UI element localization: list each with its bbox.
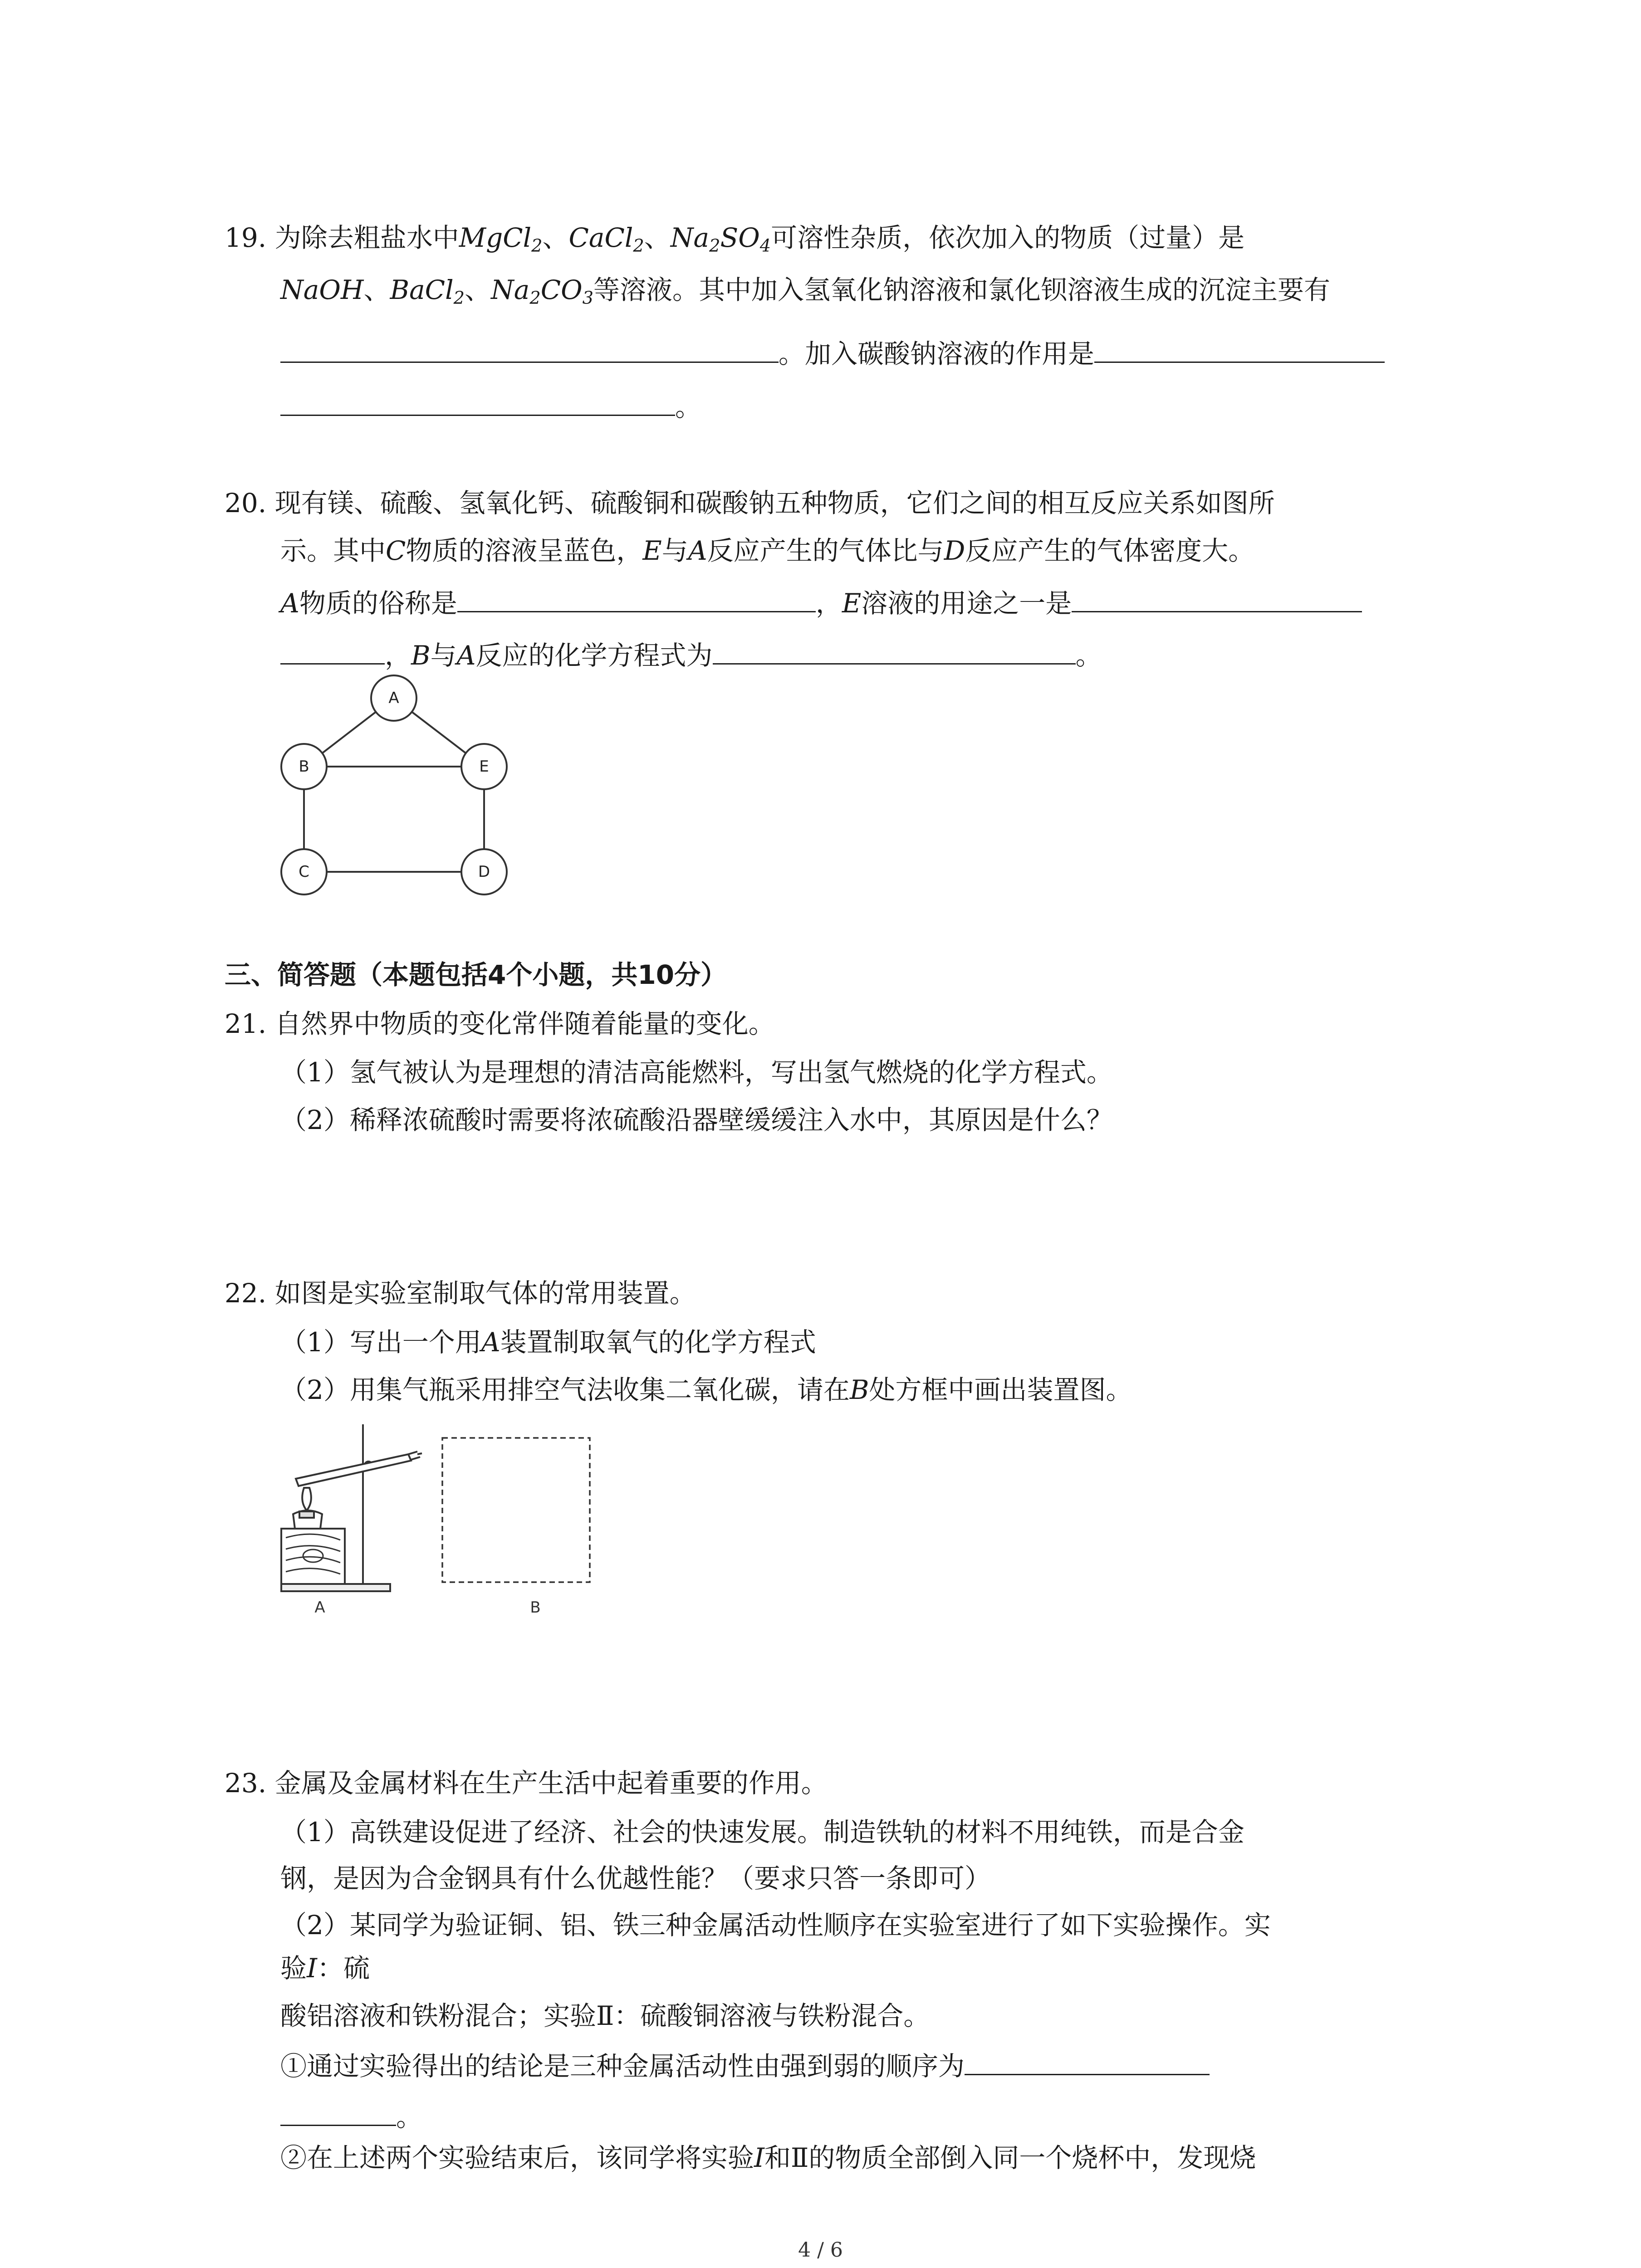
apparatus-a — [281, 1424, 422, 1591]
q23-part2-line3: 酸铝溶液和铁粉混合；实验Ⅱ：硫酸铜溶液与铁粉混合。 — [280, 2000, 930, 2031]
q19-text: 等溶液。其中加入氢氧化钠溶液和氯化钡溶液生成的沉淀主要有 — [593, 274, 1331, 305]
node-b-label: B — [299, 758, 309, 776]
q22-part1: （1）写出一个用A装置制取氧气的化学方程式 — [280, 1327, 816, 1358]
q20-line4: ，B与A反应的化学方程式为 。 — [280, 640, 1102, 669]
q19-line4: 。 — [280, 391, 701, 420]
answer-blank[interactable] — [713, 640, 1076, 665]
q20-line2: 示。其中C物质的溶液呈蓝色，E与A反应产生的气体比与D反应产生的气体密度大。 — [280, 535, 1255, 566]
q23-part1-line1: （1）高铁建设促进了经济、社会的快速发展。制造铁轨的材料不用纯铁，而是合金 — [280, 1817, 1244, 1848]
node-a-label: A — [388, 689, 399, 707]
formula-na2so4: $Na_2SO_4$ — [670, 222, 771, 256]
q19-number: 19. — [225, 222, 267, 253]
formula-naoh: NaOH — [280, 274, 364, 305]
answer-blank[interactable] — [280, 2101, 396, 2126]
formula-na2co3: $Na_2CO_3$ — [491, 274, 593, 308]
q20-line1: 20. 现有镁、硫酸、氢氧化钙、硫酸铜和碳酸钠五种物质，它们之间的相互反应关系如图所 — [225, 488, 1275, 518]
answer-blank[interactable] — [1072, 587, 1362, 612]
q21-number: 21. — [225, 1008, 267, 1039]
label-b: B — [530, 1598, 541, 1617]
q19-text: 可溶性杂质，依次加入的物质（过量）是 — [771, 222, 1245, 253]
q23-part1-line2: 钢，是因为合金钢具有什么优越性能？（要求只答一条即可） — [280, 1863, 991, 1894]
q21-line1: 21. 自然界中物质的变化常伴随着能量的变化。 — [225, 1008, 775, 1039]
section-heading: 三、简答题（本题包括4个小题，共10分） — [225, 959, 727, 990]
answer-blank[interactable] — [1094, 338, 1385, 363]
q23-part2-line2: 验I：硫 — [280, 1953, 370, 1984]
q22-number: 22. — [225, 1278, 267, 1309]
q21-part2: （2）稀释浓硫酸时需要将浓硫酸沿器壁缓缓注入水中，其原因是什么？ — [280, 1105, 1113, 1135]
apparatus-b-box — [442, 1438, 590, 1582]
q22-line1: 22. 如图是实验室制取气体的常用装置。 — [225, 1278, 696, 1309]
q21-part1: （1）氢气被认为是理想的清洁高能燃料，写出氢气燃烧的化学方程式。 — [280, 1057, 1113, 1088]
q23-number: 23. — [225, 1768, 267, 1799]
answer-blank[interactable] — [280, 391, 675, 416]
q19-line3: 。加入碳酸钠溶液的作用是 — [280, 338, 1385, 367]
q20-relation-diagram — [272, 671, 517, 907]
formula-cacl2: CaCl$_2$ — [568, 222, 644, 256]
q23-sub1: ①通过实验得出的结论是三种金属活动性由强到弱的顺序为 — [280, 2050, 1210, 2079]
node-c-label: C — [299, 863, 309, 881]
node-d-label: D — [478, 863, 490, 881]
q23-part2-line1: （2）某同学为验证铜、铝、铁三种金属活动性顺序在实验室进行了如下实验操作。实 — [280, 1910, 1271, 1941]
q23-line1: 23. 金属及金属材料在生产生活中起着重要的作用。 — [225, 1768, 828, 1799]
q19-line2: NaOH、BaCl$_2$、$Na_2CO_3$等溶液。其中加入氢氧化钠溶液和氯化钡溶液生成的沉淀主要有 — [280, 274, 1331, 308]
page-number: 4 / 6 — [798, 2239, 843, 2262]
q23-sub2: ②在上述两个实验结束后，该同学将实验I和Ⅱ的物质全部倒入同一个烧杯中，发现烧 — [280, 2142, 1256, 2173]
q19-text: 为除去粗盐水中 — [274, 222, 459, 253]
answer-blank[interactable] — [280, 338, 779, 363]
label-a: A — [314, 1598, 325, 1617]
answer-blank[interactable] — [457, 587, 816, 612]
q22-apparatus-figure — [272, 1411, 617, 1628]
answer-blank[interactable] — [280, 640, 385, 665]
node-e-label: E — [479, 758, 489, 776]
q23-sub1-end: 。 — [280, 2101, 422, 2130]
formula-mgcl2: MgCl$_2$ — [459, 222, 543, 256]
q20-number: 20. — [225, 488, 267, 518]
answer-blank[interactable] — [965, 2050, 1210, 2075]
q19-line1: 19. 为除去粗盐水中MgCl$_2$、CaCl$_2$、$Na_2SO_4$可溶性杂质，依次加入的物质（过量）是 — [225, 222, 1245, 256]
q20-line3: A物质的俗称是 ，E溶液的用途之一是 — [280, 587, 1362, 616]
formula-bacl2: BaCl$_2$ — [390, 274, 465, 308]
q22-part2: （2）用集气瓶采用排空气法收集二氧化碳，请在B处方框中画出装置图。 — [280, 1374, 1132, 1405]
